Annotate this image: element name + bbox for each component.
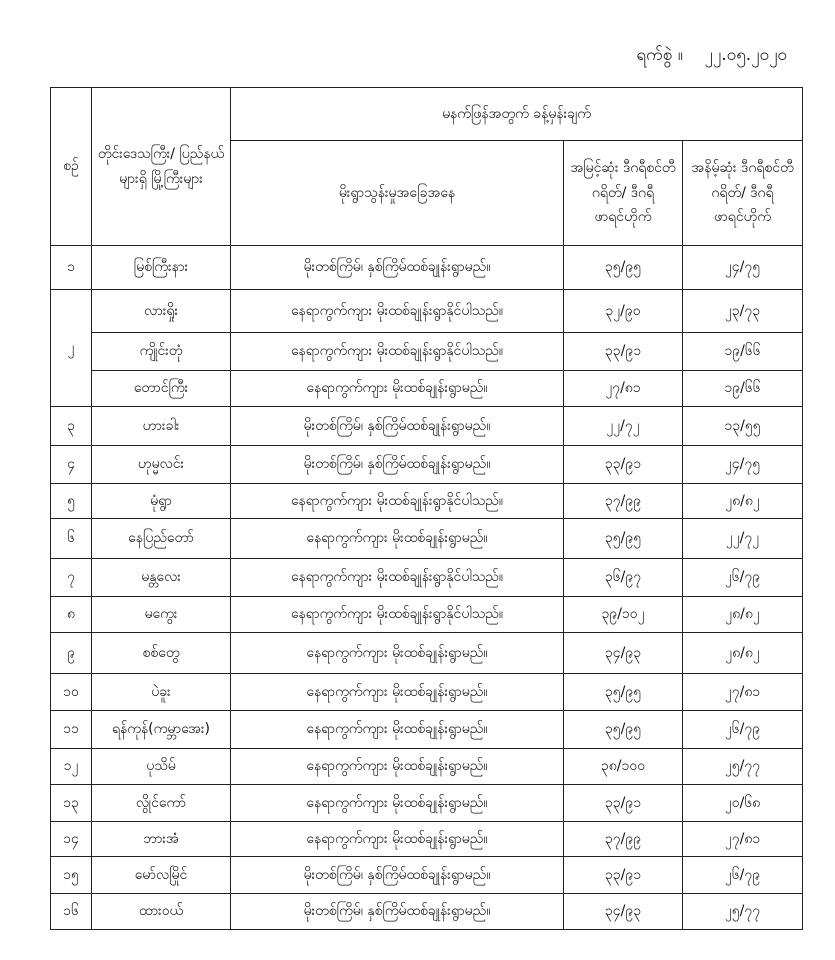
- row-rainfall: နေရာကွက်ကျား မိုးထစ်ချုန်းရွာမည်။: [231, 633, 564, 674]
- row-max-temp: ၃၅/၉၅: [564, 519, 683, 559]
- report-date: [636, 44, 787, 69]
- row-serial-no: ၁၅: [51, 857, 92, 894]
- row-city: နေပြည်တော်: [92, 519, 231, 559]
- row-max-temp: ၃၄/၉၃: [564, 633, 683, 674]
- row-rainfall: နေရာကွက်ကျား မိုးထစ်ချုန်းရွာနိုင်ပါသည်။: [231, 484, 564, 519]
- row-city: လွိုင်ကော်: [92, 785, 231, 822]
- row-rainfall: နေရာကွက်ကျား မိုးထစ်ချုန်းရွာမည်။: [231, 822, 564, 857]
- row-max-temp: ၃၅/၉၅: [564, 674, 683, 711]
- row-min-temp: ၂၆/၇၉: [683, 711, 803, 749]
- row-serial-no: ၈: [51, 597, 92, 633]
- header-region-city: တိုင်းဒေသကြီး/ ပြည်နယ်များရှိ မြို့ကြီးများ: [92, 88, 231, 246]
- row-max-temp: ၃၇/၉၉: [564, 484, 683, 519]
- table-row: [51, 857, 803, 894]
- table-row: [51, 633, 803, 674]
- row-rainfall: နေရာကွက်ကျား မိုးထစ်ချုန်းရွာမည်။: [231, 711, 564, 749]
- row-max-temp: ၃၃/၉၁: [564, 446, 683, 484]
- row-serial-no: ၂: [51, 290, 92, 407]
- row-serial-no: ၆: [51, 519, 92, 559]
- row-city: မန္တလေး: [92, 559, 231, 597]
- row-min-temp: ၂၇/၈၁: [683, 674, 803, 711]
- date-label: ရက်စွဲ ။: [636, 45, 683, 65]
- row-max-temp: ၃၇/၉၉: [564, 822, 683, 857]
- row-rainfall: နေရာကွက်ကျား မိုးထစ်ချုန်းရွာမည်။: [231, 371, 564, 407]
- row-city: ဟားခါး: [92, 407, 231, 446]
- row-city: ရန်ကုန်(ကမ္ဘာအေး): [92, 711, 231, 749]
- row-rainfall: နေရာကွက်ကျား မိုးထစ်ချုန်းရွာမည်။: [231, 785, 564, 822]
- header-serial-no: စဉ်: [51, 88, 92, 246]
- header-min-temp: အနိမ့်ဆုံး ဒီဂရီစင်တီဂရိတ်/ ဒီဂရီဖာရင်ဟိုက်: [683, 141, 803, 246]
- row-rainfall: မိုးတစ်ကြိမ်၊ နှစ်ကြိမ်ထစ်ချုန်းရွာမည်။: [231, 894, 564, 930]
- table-row: [51, 597, 803, 633]
- row-serial-no: ၃: [51, 407, 92, 446]
- row-min-temp: ၁၃/၅၅: [683, 407, 803, 446]
- row-city: ကျိုင်းတုံ: [92, 333, 231, 371]
- row-serial-no: ၁၂: [51, 749, 92, 785]
- row-max-temp: ၃၅/၉၅: [564, 711, 683, 749]
- row-min-temp: ၂၅/၇၇: [683, 749, 803, 785]
- row-min-temp: ၂၆/၇၉: [683, 559, 803, 597]
- row-min-temp: ၂၇/၈၁: [683, 822, 803, 857]
- table-row: [51, 446, 803, 484]
- row-max-temp: ၃၂/၉၀: [564, 290, 683, 333]
- table-row: [51, 822, 803, 857]
- row-rainfall: နေရာကွက်ကျား မိုးထစ်ချုန်းရွာမည်။: [231, 749, 564, 785]
- row-min-temp: ၂၅/၇၇: [683, 894, 803, 930]
- row-serial-no: ၁၁: [51, 711, 92, 749]
- row-max-temp: ၃၃/၉၁: [564, 785, 683, 822]
- table-row: [51, 674, 803, 711]
- row-rainfall: နေရာကွက်ကျား မိုးထစ်ချုန်းရွာနိုင်ပါသည်။: [231, 597, 564, 633]
- row-max-temp: ၃၃/၉၁: [564, 857, 683, 894]
- table-row: [51, 559, 803, 597]
- table-row: [51, 894, 803, 930]
- row-min-temp: ၂၃/၇၃: [683, 290, 803, 333]
- row-serial-no: ၇: [51, 559, 92, 597]
- row-city: ဟုမ္မလင်း: [92, 446, 231, 484]
- row-city: စစ်တွေ: [92, 633, 231, 674]
- row-max-temp: ၃၅/၉၅: [564, 246, 683, 290]
- row-city: ပဲခူး: [92, 674, 231, 711]
- row-serial-no: ၄: [51, 446, 92, 484]
- date-value: ၂၂.၀၅.၂၀၂၀: [704, 45, 787, 65]
- row-serial-no: ၁၆: [51, 894, 92, 930]
- row-city: ဘားအံ: [92, 822, 231, 857]
- table-row: [51, 711, 803, 749]
- row-serial-no: ၁၃: [51, 785, 92, 822]
- table-row: [51, 246, 803, 290]
- row-city: မြစ်ကြီးနား: [92, 246, 231, 290]
- table-row: [51, 749, 803, 785]
- row-min-temp: ၂၄/၇၅: [683, 446, 803, 484]
- table-row: [51, 290, 803, 333]
- row-min-temp: ၁၉/၆၆: [683, 333, 803, 371]
- row-serial-no: ၁၀: [51, 674, 92, 711]
- table-row: [51, 785, 803, 822]
- row-max-temp: ၂၂/၇၂: [564, 407, 683, 446]
- row-max-temp: ၃၆/၉၇: [564, 559, 683, 597]
- row-max-temp: ၃၃/၉၁: [564, 333, 683, 371]
- table-row: [51, 371, 803, 407]
- row-rainfall: နေရာကွက်ကျား မိုးထစ်ချုန်းရွာနိုင်ပါသည်။: [231, 333, 564, 371]
- row-min-temp: ၂၀/၆၈: [683, 785, 803, 822]
- row-city: မော်လမြိုင်: [92, 857, 231, 894]
- table-row: [51, 407, 803, 446]
- row-min-temp: ၂၈/၈၂: [683, 484, 803, 519]
- row-rainfall: မိုးတစ်ကြိမ်၊ နှစ်ကြိမ်ထစ်ချုန်းရွာမည်။: [231, 857, 564, 894]
- row-rainfall: နေရာကွက်ကျား မိုးထစ်ချုန်းရွာမည်။: [231, 519, 564, 559]
- row-min-temp: ၂၈/၈၂: [683, 633, 803, 674]
- row-rainfall: နေရာကွက်ကျား မိုးထစ်ချုန်းရွာနိုင်ပါသည်။: [231, 559, 564, 597]
- row-serial-no: ၁၄: [51, 822, 92, 857]
- forecast-table: [50, 87, 803, 930]
- row-rainfall: မိုးတစ်ကြိမ်၊ နှစ်ကြိမ်ထစ်ချုန်းရွာမည်။: [231, 446, 564, 484]
- row-min-temp: ၂၈/၈၂: [683, 597, 803, 633]
- row-city: တောင်ကြီး: [92, 371, 231, 407]
- row-city: လားရှိုး: [92, 290, 231, 333]
- row-max-temp: ၃၈/၁၀၀: [564, 749, 683, 785]
- row-city: မုံရွာ: [92, 484, 231, 519]
- row-serial-no: ၉: [51, 633, 92, 674]
- row-rainfall: မိုးတစ်ကြိမ်၊ နှစ်ကြိမ်ထစ်ချုန်းရွာမည်။: [231, 246, 564, 290]
- row-min-temp: ၁၉/၆၆: [683, 371, 803, 407]
- header-rainfall: မိုးရွာသွန်းမှုအခြေအနေ: [231, 141, 564, 246]
- header-max-temp: အမြင့်ဆုံး ဒီဂရီစင်တီဂရိတ်/ ဒီဂရီဖာရင်ဟိုက်: [564, 141, 683, 246]
- table-row: [51, 484, 803, 519]
- row-max-temp: ၃၄/၉၃: [564, 894, 683, 930]
- row-min-temp: ၂၆/၇၉: [683, 857, 803, 894]
- row-serial-no: ၅: [51, 484, 92, 519]
- row-min-temp: ၂၄/၇၅: [683, 246, 803, 290]
- row-city: မကွေး: [92, 597, 231, 633]
- row-serial-no: ၁: [51, 246, 92, 290]
- row-max-temp: ၂၇/၈၁: [564, 371, 683, 407]
- row-city: ပုသိမ်: [92, 749, 231, 785]
- row-max-temp: ၃၉/၁၀၂: [564, 597, 683, 633]
- row-min-temp: ၂၂/၇၂: [683, 519, 803, 559]
- header-forecast-group: မနက်ဖြန်အတွက် ခန့်မှန်းချက်: [231, 88, 803, 141]
- table-row: [51, 333, 803, 371]
- row-rainfall: မိုးတစ်ကြိမ်၊ နှစ်ကြိမ်ထစ်ချုန်းရွာမည်။: [231, 407, 564, 446]
- row-city: ထားဝယ်: [92, 894, 231, 930]
- row-rainfall: နေရာကွက်ကျား မိုးထစ်ချုန်းရွာမည်။: [231, 674, 564, 711]
- row-rainfall: နေရာကွက်ကျား မိုးထစ်ချုန်းရွာနိုင်ပါသည်။: [231, 290, 564, 333]
- table-row: [51, 519, 803, 559]
